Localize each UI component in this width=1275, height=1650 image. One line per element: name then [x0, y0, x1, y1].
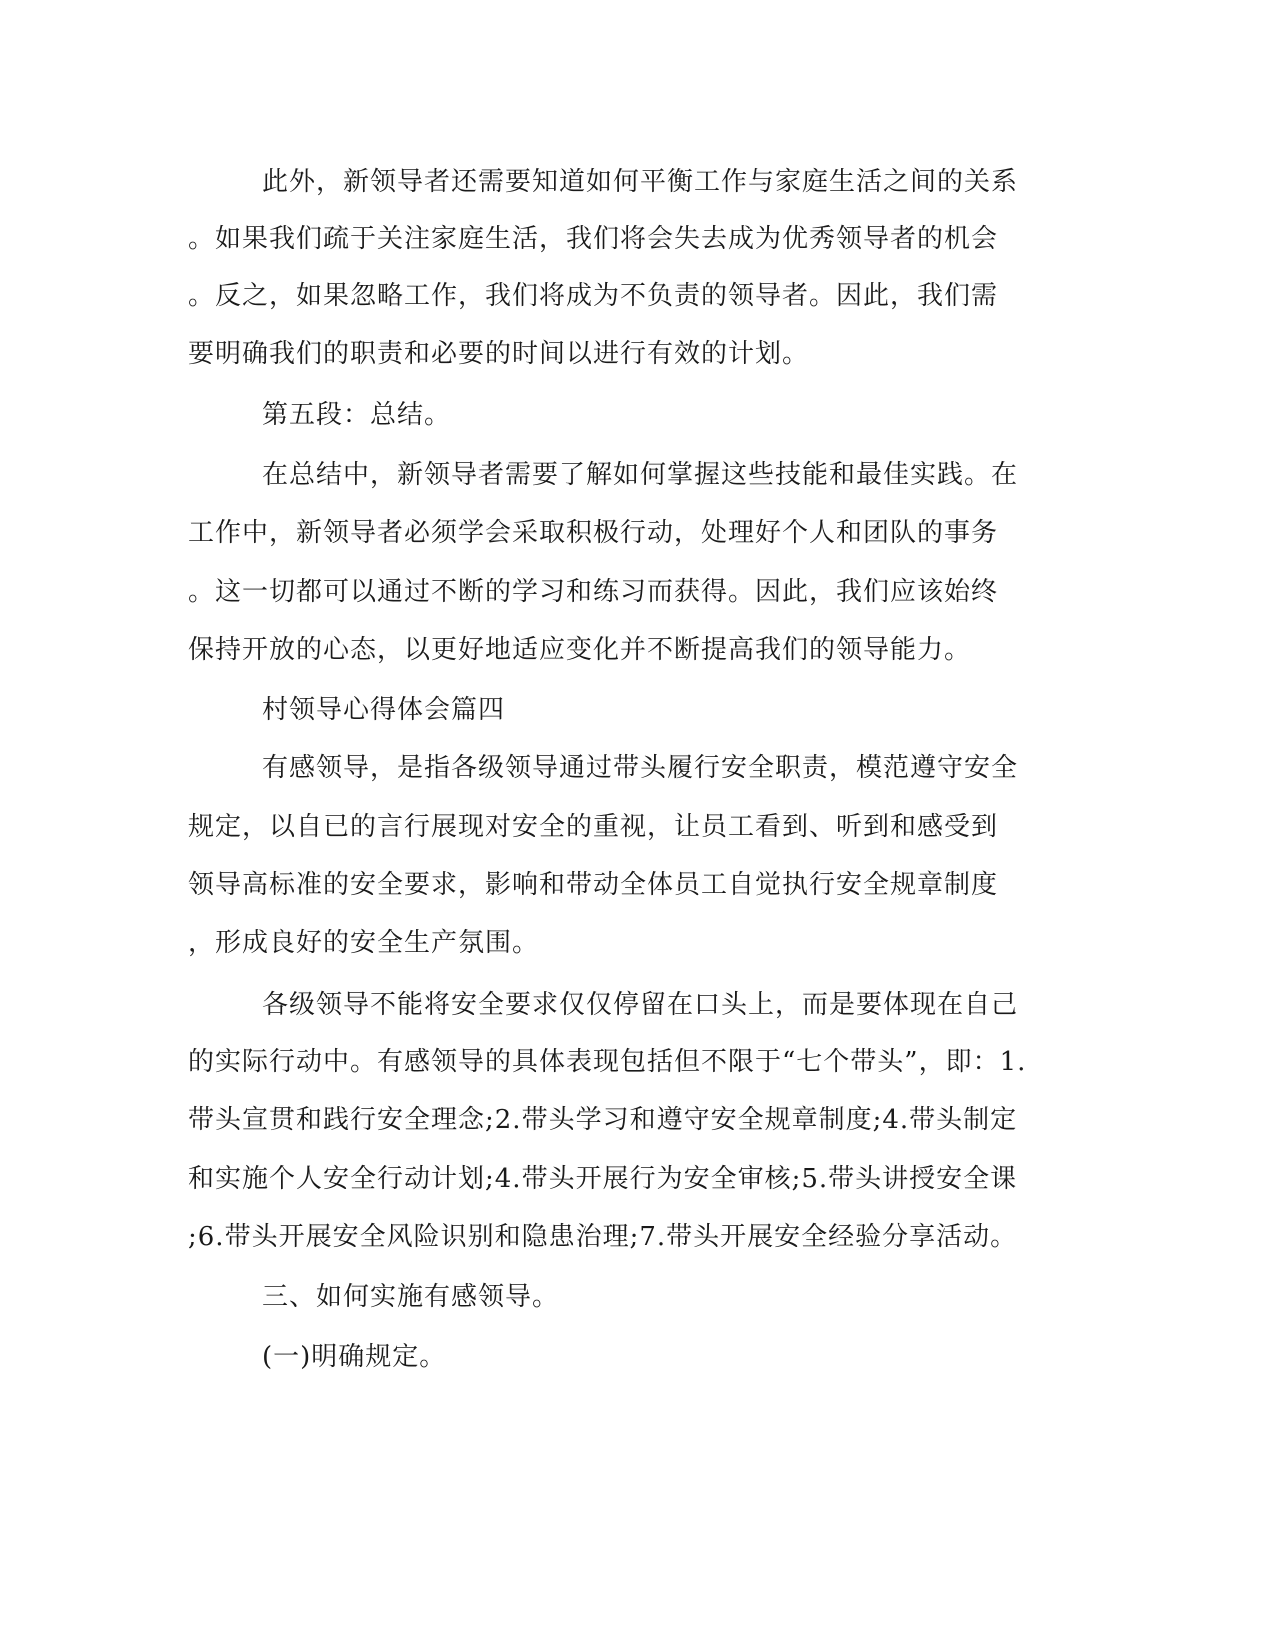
section-heading: (一)明确规定。	[262, 1342, 447, 1372]
paragraph-line: 保持开放的心态，以更好地适应变化并不断提高我们的领导能力。	[188, 635, 972, 665]
paragraph-line: 要明确我们的职责和必要的时间以进行有效的计划。	[188, 339, 810, 369]
paragraph-line: ，形成良好的安全生产氛围。	[188, 928, 540, 958]
section-heading: 三、如何实施有感领导。	[262, 1282, 560, 1312]
paragraph-line: 。反之，如果忽略工作，我们将成为不负责的领导者。因此，我们需	[188, 281, 999, 311]
section-heading: 村领导心得体会篇四	[262, 695, 506, 725]
paragraph-line: 。这一切都可以通过不断的学习和练习而获得。因此，我们应该始终	[188, 577, 999, 607]
paragraph-line: 在总结中，新领导者需要了解如何掌握这些技能和最佳实践。在	[262, 460, 1019, 490]
paragraph-line: ;6.带头开展安全风险识别和隐患治理;7.带头开展安全经验分享活动。	[188, 1222, 1018, 1252]
section-heading: 第五段：总结。	[262, 400, 452, 430]
paragraph-line: 有感领导，是指各级领导通过带头履行安全职责，模范遵守安全	[262, 753, 1019, 783]
paragraph-line: 领导高标准的安全要求，影响和带动全体员工自觉执行安全规章制度	[188, 870, 999, 900]
paragraph-line: 。如果我们疏于关注家庭生活，我们将会失去成为优秀领导者的机会	[188, 224, 999, 254]
paragraph-line: 此外，新领导者还需要知道如何平衡工作与家庭生活之间的关系	[262, 167, 1019, 197]
paragraph-line: 各级领导不能将安全要求仅仅停留在口头上，而是要体现在自己	[262, 990, 1019, 1020]
paragraph-line: 的实际行动中。有感领导的具体表现包括但不限于“七个带头”，即：1.	[188, 1047, 1027, 1077]
paragraph-line: 和实施个人安全行动计划;4.带头开展行为安全审核;5.带头讲授安全课	[188, 1164, 1018, 1194]
paragraph-line: 规定，以自已的言行展现对安全的重视，让员工看到、听到和感受到	[188, 812, 999, 842]
paragraph-line: 工作中，新领导者必须学会采取积极行动，处理好个人和团队的事务	[188, 518, 999, 548]
paragraph-line: 带头宣贯和践行安全理念;2.带头学习和遵守安全规章制度;4.带头制定	[188, 1105, 1018, 1135]
